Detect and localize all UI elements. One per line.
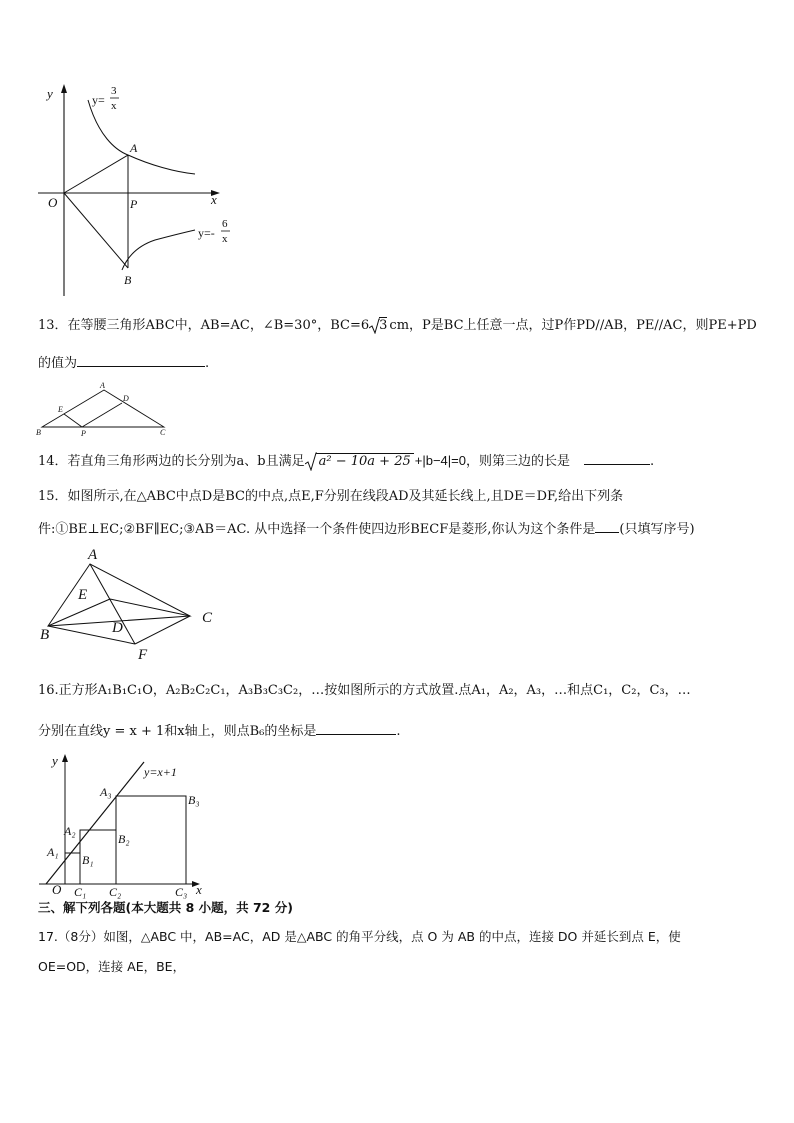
segment-pe xyxy=(64,414,82,427)
y-axis-arrow-icon xyxy=(62,754,68,762)
curve1-label: y= xyxy=(92,93,105,107)
label-b2: B₂ xyxy=(118,832,130,846)
label-a: A xyxy=(100,381,105,390)
curve1-denominator: x xyxy=(111,100,117,112)
hyperbola-positive xyxy=(88,100,195,174)
radical-icon xyxy=(305,452,317,471)
figure-q16-squares xyxy=(34,748,214,898)
q13-answer-blank[interactable] xyxy=(77,354,205,367)
q15-answer-blank[interactable] xyxy=(595,520,619,533)
figure-hyperbola xyxy=(30,80,260,300)
label-point-b: B xyxy=(124,273,132,287)
label-y: y xyxy=(52,753,58,768)
label-c3: C₃ xyxy=(175,885,188,899)
question-15-line2: 件:①BE⊥EC;②BF∥EC;③AB＝AC. 从中选择一个条件使四边形BECF是菱形,你认为这个条件是 (只填写序号) xyxy=(38,522,695,537)
hyperbola-negative xyxy=(122,230,195,270)
label-origin: O xyxy=(48,195,58,210)
label-d: D xyxy=(112,620,123,636)
segment-ec xyxy=(110,599,190,616)
q13-sqrt: 3 xyxy=(369,317,387,335)
curve2-denominator: x xyxy=(222,233,228,245)
label-c: C xyxy=(202,610,213,626)
question-17-line2: OE=OD，连接 AE，BE， xyxy=(38,959,186,974)
curve2-numerator: 6 xyxy=(222,218,228,230)
label-x: x xyxy=(196,882,202,897)
label-line: y=x+1 xyxy=(144,765,177,779)
segment-ob xyxy=(64,193,128,268)
question-14: 14．若直角三角形两边的长分别为a、b且满足 a² − 10a + 25 +|b−4|=0，则第三边的长是 . xyxy=(38,453,655,469)
label-point-p: P xyxy=(130,197,138,211)
q13-text: 13．在等腰三角形ABC中，AB=AC，∠B=30°，BC=6 xyxy=(38,318,370,333)
q16-answer-blank[interactable] xyxy=(316,722,396,735)
curve2-label: y=- xyxy=(198,226,215,240)
label-b: B xyxy=(36,428,41,437)
label-e: E xyxy=(78,587,88,603)
label-b: B xyxy=(40,627,50,643)
question-17-line1: 17.（8分）如图，△ABC 中，AB=AC，AD 是△ABC 的角平分线，点 O 为 AB 的中点，连接 DO 并延长到点 E，使 xyxy=(38,929,681,944)
label-f: F xyxy=(138,647,148,663)
label-point-a: A xyxy=(130,141,138,155)
figure-q13-triangle xyxy=(34,378,174,438)
label-o: O xyxy=(52,882,62,897)
label-e: E xyxy=(58,405,63,414)
label-a2: A₂ xyxy=(64,824,76,838)
q14-sqrt: a² − 10a + 25 xyxy=(305,453,414,471)
segment-pd xyxy=(82,403,122,427)
label-y: y xyxy=(47,86,53,101)
segment-fc xyxy=(135,616,190,644)
label-p: P xyxy=(81,429,86,438)
line-y-eq-x-plus-1 xyxy=(46,762,144,884)
curve1-numerator: 3 xyxy=(111,85,117,97)
label-x: x xyxy=(211,192,217,207)
q13-text-cont: cm，P是BC上任意一点，过P作PD//AB，PE//AC，则PE+PD xyxy=(389,318,757,333)
question-16-line1: 16.正方形A₁B₁C₁O，A₂B₂C₂C₁，A₃B₃C₃C₂，…按如图所示的方式放置.点A₁，A₂，A₃，…和点C₁，C₂，C₃，… xyxy=(38,683,691,698)
label-c: C xyxy=(160,428,166,437)
radical-icon xyxy=(369,318,380,334)
y-axis-arrow-icon xyxy=(61,84,67,93)
label-c2: C₂ xyxy=(109,885,122,899)
question-13-line1 xyxy=(38,317,757,335)
segment-oa xyxy=(64,155,128,193)
label-d: D xyxy=(123,394,129,403)
label-b3: B₃ xyxy=(188,793,200,807)
figure-q15-rhombus xyxy=(40,546,230,666)
question-15-line1: 15．如图所示,在△ABC中点D是BC的中点,点E,F分别在线段AD及其延长线上,且DE＝DF,给出下列条 xyxy=(38,489,624,504)
label-c1: C₁ xyxy=(74,885,87,899)
label-a3: A₃ xyxy=(100,785,112,799)
question-13-line2: 的值为 . xyxy=(38,356,210,371)
label-a: A xyxy=(88,547,98,563)
label-b1: B₁ xyxy=(82,853,94,867)
q14-answer-blank[interactable] xyxy=(584,452,650,465)
section-3-heading: 三、解下列各题(本大题共 8 小题，共 72 分) xyxy=(38,900,293,915)
label-a1: A₁ xyxy=(47,845,59,859)
question-16-line2: 分别在直线y = x + 1和x轴上，则点B₆的坐标是 . xyxy=(38,724,401,739)
